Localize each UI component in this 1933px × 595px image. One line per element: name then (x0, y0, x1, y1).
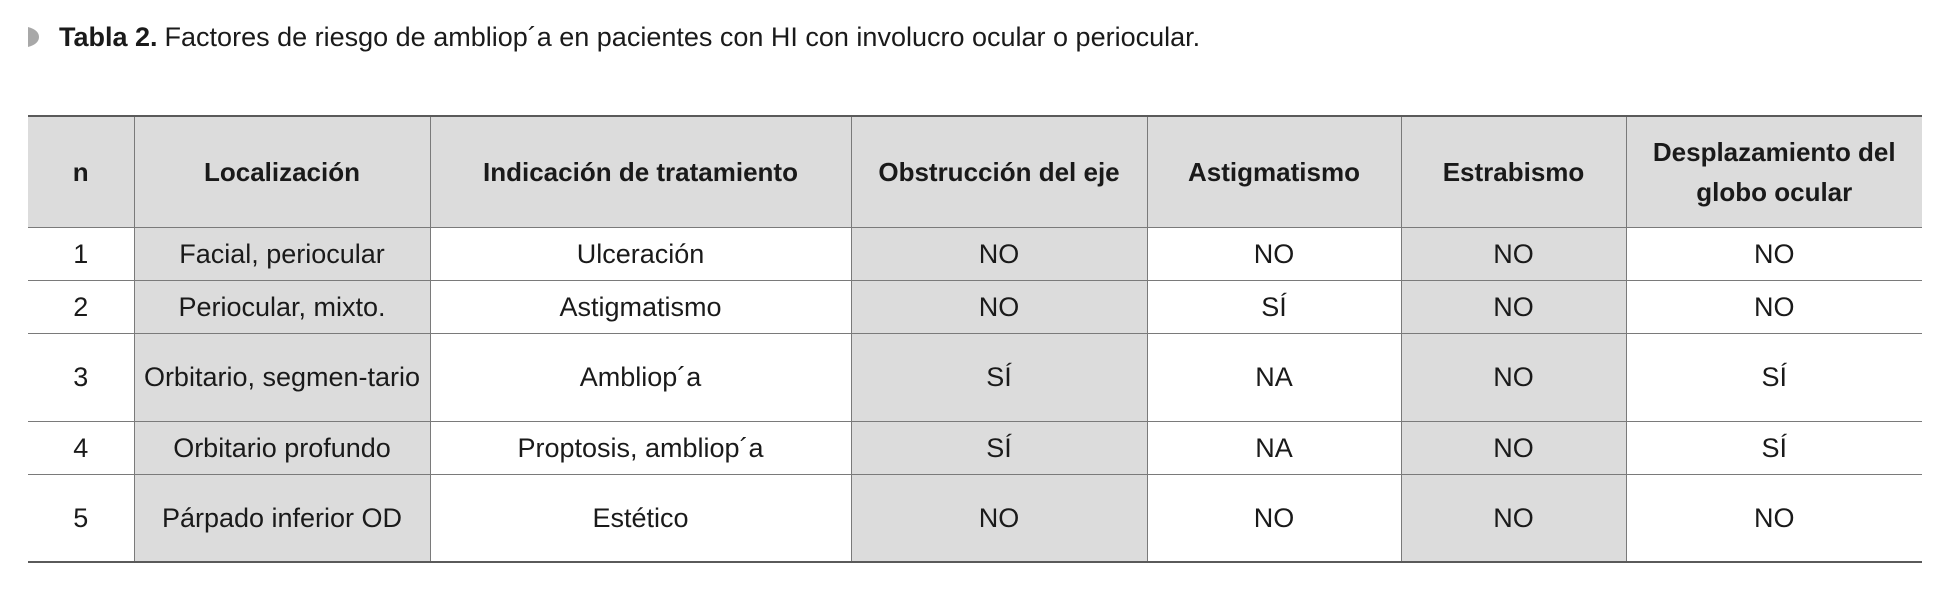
table-row (28, 227, 1922, 280)
cell-indicacion: Estético (430, 474, 851, 562)
table-row (28, 421, 1922, 474)
cell-astigmatismo: NO (1147, 474, 1401, 562)
table-row (28, 333, 1922, 421)
cell-obstruccion: NO (851, 280, 1147, 333)
cell-localizacion: Párpado inferior OD (134, 474, 430, 562)
cell-localizacion: Orbitario profundo (134, 421, 430, 474)
cell-n: 1 (28, 227, 134, 280)
cell-astigmatismo: SÍ (1147, 280, 1401, 333)
cell-indicacion: Astigmatismo (430, 280, 851, 333)
cell-obstruccion: SÍ (851, 421, 1147, 474)
cell-estrabismo: NO (1401, 227, 1626, 280)
cell-obstruccion: NO (851, 474, 1147, 562)
risk-factors-table-container (28, 115, 1922, 563)
cell-estrabismo: NO (1401, 333, 1626, 421)
cell-obstruccion: NO (851, 227, 1147, 280)
cell-desplazamiento: SÍ (1626, 421, 1922, 474)
cell-indicacion: Ambliop´a (430, 333, 851, 421)
cell-desplazamiento: NO (1626, 280, 1922, 333)
header-obstruccion: Obstrucción del eje (851, 116, 1147, 227)
table-header-row (28, 116, 1922, 227)
cell-n: 3 (28, 333, 134, 421)
cell-astigmatismo: NO (1147, 227, 1401, 280)
header-indicacion: Indicación de tratamiento (430, 116, 851, 227)
table-row (28, 280, 1922, 333)
caption-label: Tabla 2. (59, 21, 158, 52)
table-row (28, 474, 1922, 562)
cell-astigmatismo: NA (1147, 421, 1401, 474)
header-astigmatismo: Astigmatismo (1147, 116, 1401, 227)
cell-n: 4 (28, 421, 134, 474)
caption-text: Factores de riesgo de ambliop´a en pacientes con HI con involucro ocular o periocular. (164, 21, 1201, 52)
cell-astigmatismo: NA (1147, 333, 1401, 421)
cell-estrabismo: NO (1401, 280, 1626, 333)
cell-estrabismo: NO (1401, 474, 1626, 562)
cell-n: 2 (28, 280, 134, 333)
cell-indicacion: Ulceración (430, 227, 851, 280)
cell-estrabismo: NO (1401, 421, 1626, 474)
header-desplazamiento: Desplazamiento del globo ocular (1626, 116, 1922, 227)
table-caption (28, 20, 1200, 54)
cell-indicacion: Proptosis, ambliop´a (430, 421, 851, 474)
cell-localizacion: Facial, periocular (134, 227, 430, 280)
cell-desplazamiento: SÍ (1626, 333, 1922, 421)
header-localizacion: Localización (134, 116, 430, 227)
header-n: n (28, 116, 134, 227)
cell-obstruccion: SÍ (851, 333, 1147, 421)
cell-localizacion: Orbitario, segmen-tario (134, 333, 430, 421)
cell-desplazamiento: NO (1626, 474, 1922, 562)
caption-marker-icon (28, 27, 39, 47)
header-estrabismo: Estrabismo (1401, 116, 1626, 227)
risk-factors-table (28, 115, 1922, 563)
cell-desplazamiento: NO (1626, 227, 1922, 280)
cell-localizacion: Periocular, mixto. (134, 280, 430, 333)
cell-n: 5 (28, 474, 134, 562)
